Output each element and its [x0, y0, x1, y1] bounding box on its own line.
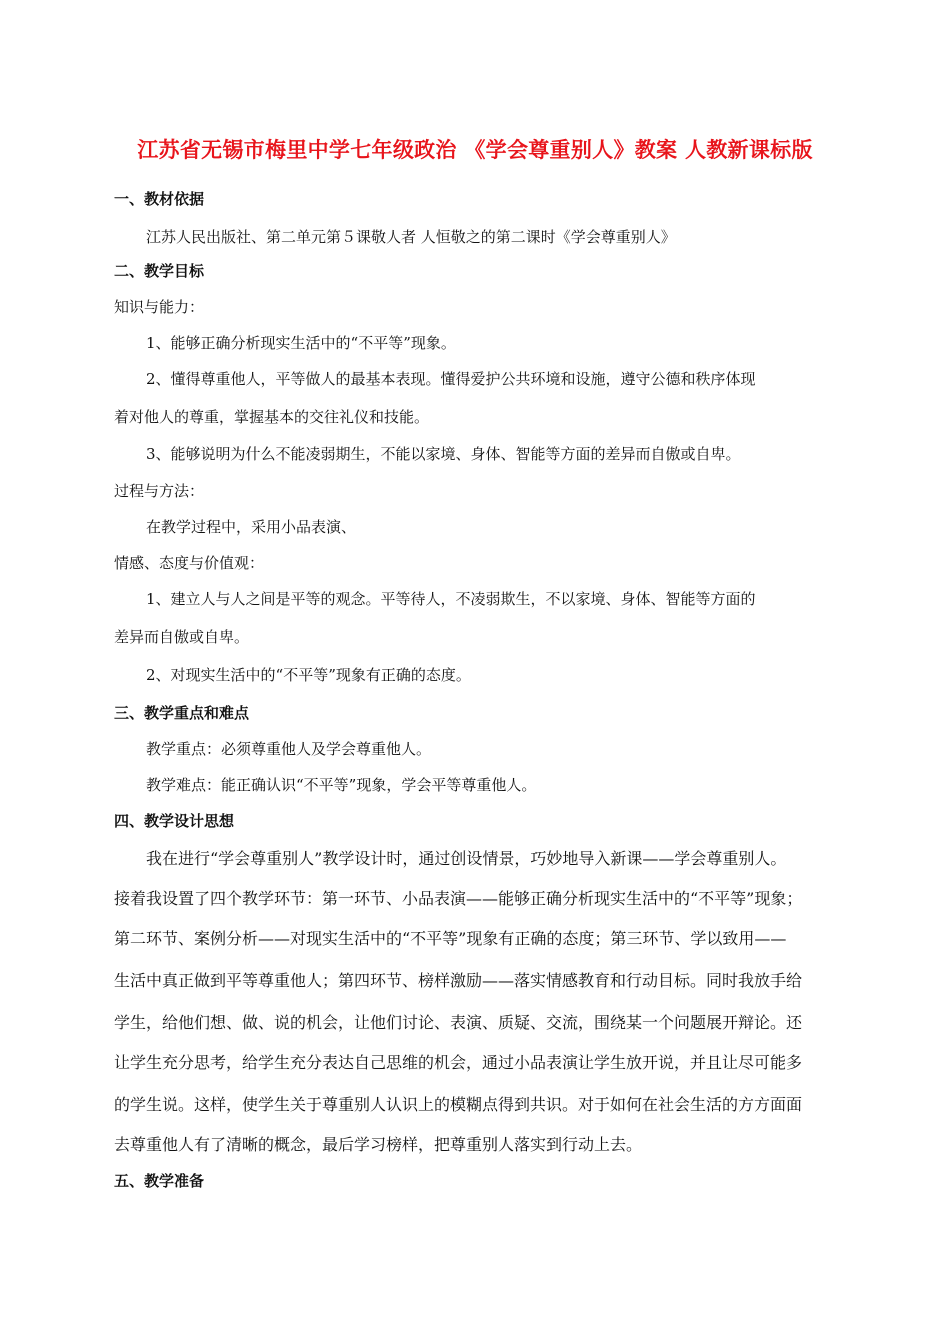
paragraph-line: 让学生充分思考，给学生充分表达自己思维的机会，通过小品表演让学生放开说，并且让尽可能多 [114, 1053, 803, 1072]
list-item: 1、建立人与人之间是平等的观念。平等待人，不凌弱欺生，不以家境、身体、智能等方面的 [146, 590, 756, 608]
section-heading-1: 一、教材依据 [114, 190, 205, 208]
document-title: 江苏省无锡市梅里中学七年级政治 《学会尊重别人》教案 人教新课标版 [137, 138, 813, 162]
paragraph: 教学难点：能正确认识“不平等”现象，学会平等尊重他人。 [146, 776, 537, 794]
paragraph-line: 的学生说。这样，使学生关于尊重别人认识上的模糊点得到共识。对于如何在社会生活的方方面面 [114, 1095, 803, 1114]
list-item: 2、对现实生活中的“不平等”现象有正确的态度。 [146, 666, 471, 684]
section-heading-5: 五、教学准备 [114, 1172, 205, 1190]
paragraph: 江苏人民出版社、第二单元第５课敬人者 人恒敬之的第二课时《学会尊重别人》 [146, 228, 676, 246]
list-item-continuation: 着对他人的尊重，掌握基本的交往礼仪和技能。 [114, 408, 430, 426]
paragraph-line: 去尊重他人有了清晰的概念，最后学习榜样，把尊重别人落实到行动上去。 [114, 1135, 643, 1154]
subheading-attitude: 情感、态度与价值观： [114, 554, 265, 572]
paragraph-line: 第二环节、案例分析——对现实生活中的“不平等”现象有正确的态度；第三环节、学以致用—— [114, 929, 787, 948]
list-item: 2、懂得尊重他人，平等做人的最基本表现。懂得爱护公共环境和设施，遵守公德和秩序体现 [146, 370, 756, 388]
section-heading-2: 二、教学目标 [114, 262, 205, 280]
list-item: 1、能够正确分析现实生活中的“不平等”现象。 [146, 334, 456, 352]
list-item-continuation: 差异而自傲或自卑。 [114, 628, 250, 646]
paragraph-line: 生活中真正做到平等尊重他人；第四环节、榜样激励——落实情感教育和行动目标。同时我放手给 [114, 971, 803, 990]
paragraph-line: 接着我设置了四个教学环节：第一环节、小品表演——能够正确分析现实生活中的“不平等”现象； [114, 889, 803, 908]
subheading-knowledge: 知识与能力： [114, 298, 205, 316]
list-item: 3、能够说明为什么不能凌弱期生，不能以家境、身体、智能等方面的差异而自傲或自卑。 [146, 445, 741, 463]
paragraph-line: 我在进行“学会尊重别人”教学设计时，通过创设情景，巧妙地导入新课——学会尊重别人。 [146, 849, 787, 868]
paragraph: 教学重点：必须尊重他人及学会尊重他人。 [146, 740, 432, 758]
paragraph-line: 学生，给他们想、做、说的机会，让他们讨论、表演、质疑、交流，围绕某一个问题展开辩论。还 [114, 1013, 803, 1032]
section-heading-4: 四、教学设计思想 [114, 812, 235, 830]
paragraph: 在教学过程中，采用小品表演、 [146, 518, 357, 536]
subheading-method: 过程与方法： [114, 482, 205, 500]
section-heading-3: 三、教学重点和难点 [114, 704, 250, 722]
